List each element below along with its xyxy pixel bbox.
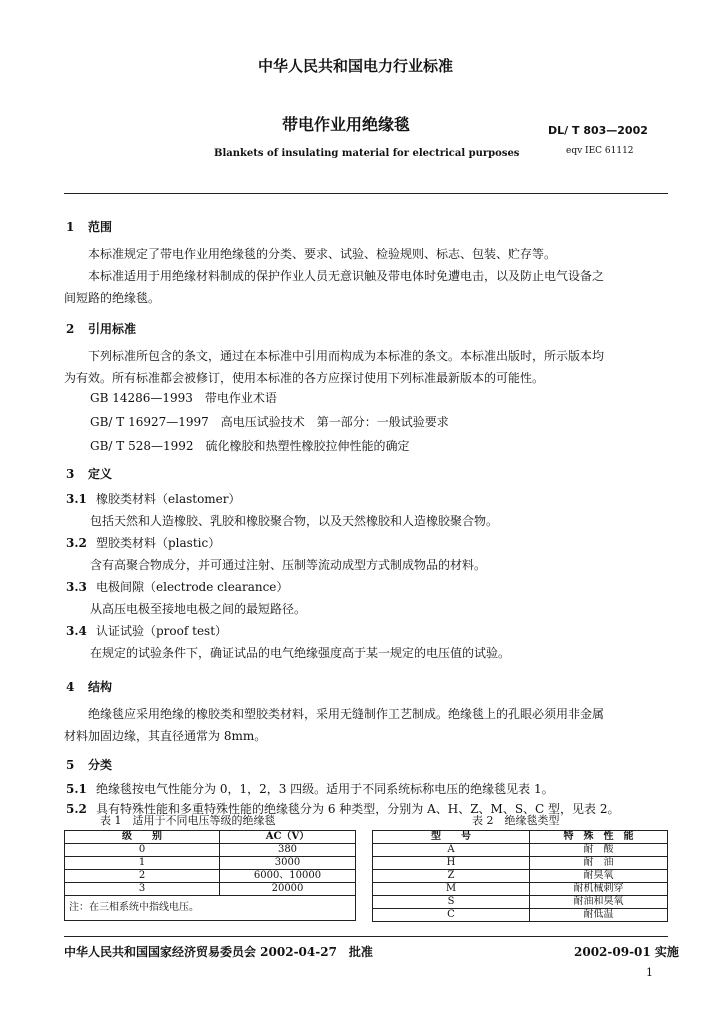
issuing-standard-heading: 中华人民共和国电力行业标准 xyxy=(257,57,453,75)
table-cell: 3000 xyxy=(220,857,356,870)
reference-standard: GB/ T 16927—1997 高电压试验技术 第一部分：一般试验要求 xyxy=(90,415,449,429)
table-cell: 2 xyxy=(65,870,220,883)
table-row xyxy=(373,857,668,870)
classification-item: 5.2 具有特殊性能和多重特殊性能的绝缘毯分为 6 种类型，分别为 A、H、Z、M、S、C 型，见表 2。 xyxy=(66,802,620,816)
table-cell: A xyxy=(373,844,530,857)
page-number: 1 xyxy=(646,966,653,979)
table-row xyxy=(65,870,356,883)
column-header: 级 别 xyxy=(65,831,220,844)
table-row xyxy=(65,857,356,870)
header-divider xyxy=(64,193,668,194)
table-row xyxy=(373,896,668,909)
definition-term: 3.1 橡胶类材料（elastomer） xyxy=(66,492,241,506)
definition-text: 在规定的试验条件下，确证试品的电气绝缘强度高于某一规定的电压值的试验。 xyxy=(90,646,511,660)
table-cell: 6000、10000 xyxy=(220,870,356,883)
column-header: AC（V） xyxy=(220,831,356,844)
table-cell: 耐 酸 xyxy=(530,844,668,857)
table-header-row xyxy=(65,831,356,844)
table-cell: 耐机械刺穿 xyxy=(530,883,668,896)
footer-divider xyxy=(64,936,668,937)
effective-date: 2002-09-01 实施 xyxy=(574,945,679,959)
table-cell: M xyxy=(373,883,530,896)
definition-text: 含有高聚合物成分，并可通过注射、压制等流动成型方式制成物品的材料。 xyxy=(90,558,487,572)
table-cell: 耐 油 xyxy=(530,857,668,870)
document-title-en: Blankets of insulating material for electrical purposes xyxy=(214,148,520,159)
table-row xyxy=(373,844,668,857)
table-cell: 0 xyxy=(65,844,220,857)
table-cell: 耐油和臭氧 xyxy=(530,896,668,909)
section-1-paragraph-1: 本标准规定了带电作业用绝缘毯的分类、要求、试验、检验规则、标志、包装、贮存等。 xyxy=(88,247,557,261)
definition-term: 3.2 塑胶类材料（plastic） xyxy=(66,536,221,550)
reference-standard: GB/ T 528—1992 硫化橡胶和热塑性橡胶拉伸性能的确定 xyxy=(90,439,410,453)
standard-code: DL/ T 803—2002 xyxy=(548,124,648,137)
classification-item: 5.1 绝缘毯按电气性能分为 0，1，2，3 四级。适用于不同系统标称电压的绝缘毯见表 1。 xyxy=(66,782,554,796)
table-2-caption: 表 2 绝缘毯类型 xyxy=(472,814,560,827)
table-row xyxy=(373,870,668,883)
section-5-heading: 5 分类 xyxy=(66,758,113,772)
table-cell: 20000 xyxy=(220,883,356,896)
table-note: 注：在三相系统中指线电压。 xyxy=(65,896,356,921)
table-header-row xyxy=(373,831,668,844)
definition-text: 包括天然和人造橡胶、乳胶和橡胶聚合物，以及天然橡胶和人造橡胶聚合物。 xyxy=(90,514,499,528)
table-cell: H xyxy=(373,857,530,870)
table-cell: 3 xyxy=(65,883,220,896)
table-row xyxy=(373,909,668,922)
reference-standard: GB 14286—1993 带电作业术语 xyxy=(90,391,277,405)
table-cell: C xyxy=(373,909,530,922)
section-1-heading: 1 范围 xyxy=(66,220,113,234)
table-note-row xyxy=(65,896,356,921)
approval-line: 中华人民共和国国家经济贸易委员会 2002-04-27 批准 xyxy=(64,945,373,959)
section-2-paragraph-1b: 为有效。所有标准都会被修订，使用本标准的各方应探讨使用下列标准最新版本的可能性。 xyxy=(64,371,545,385)
table-1-caption: 表 1 适用于不同电压等级的绝缘毯 xyxy=(100,814,276,827)
section-4-paragraph-1a: 绝缘毯应采用绝缘的橡胶类和塑胶类材料，采用无缝制作工艺制成。绝缘毯上的孔眼必须用非金属 xyxy=(88,707,605,721)
definition-term: 3.3 电极间隙（electrode clearance） xyxy=(66,580,289,594)
section-2-heading: 2 引用标准 xyxy=(66,322,137,336)
definition-text: 从高压电极至接地电极之间的最短路径。 xyxy=(90,602,307,616)
section-4-heading: 4 结构 xyxy=(66,680,113,694)
table-cell: 380 xyxy=(220,844,356,857)
document-title-cn: 带电作业用绝缘毯 xyxy=(282,115,411,134)
equivalence-note: eqv IEC 61112 xyxy=(566,146,634,156)
table-row xyxy=(65,844,356,857)
column-header: 型 号 xyxy=(373,831,530,844)
table-cell: 1 xyxy=(65,857,220,870)
table-cell: 耐臭氧 xyxy=(530,870,668,883)
column-header: 特 殊 性 能 xyxy=(530,831,668,844)
table-row xyxy=(373,883,668,896)
definition-term: 3.4 认证试验（proof test） xyxy=(66,624,228,638)
section-1-paragraph-2a: 本标准适用于用绝缘材料制成的保护作业人员无意识触及带电体时免遭电击，以及防止电气设备之 xyxy=(88,269,605,283)
section-4-paragraph-1b: 材料加固边缘，其直径通常为 8mm。 xyxy=(64,729,267,743)
section-3-heading: 3 定义 xyxy=(66,467,113,481)
table-cell: 耐低温 xyxy=(530,909,668,922)
blanket-type-table xyxy=(372,830,668,922)
table-row xyxy=(65,883,356,896)
table-cell: Z xyxy=(373,870,530,883)
table-cell: S xyxy=(373,896,530,909)
voltage-class-table xyxy=(64,830,356,921)
section-1-paragraph-2b: 间短路的绝缘毯。 xyxy=(64,291,161,305)
section-2-paragraph-1a: 下列标准所包含的条文，通过在本标准中引用而构成为本标准的条文。本标准出版时，所示版本均 xyxy=(88,349,605,363)
